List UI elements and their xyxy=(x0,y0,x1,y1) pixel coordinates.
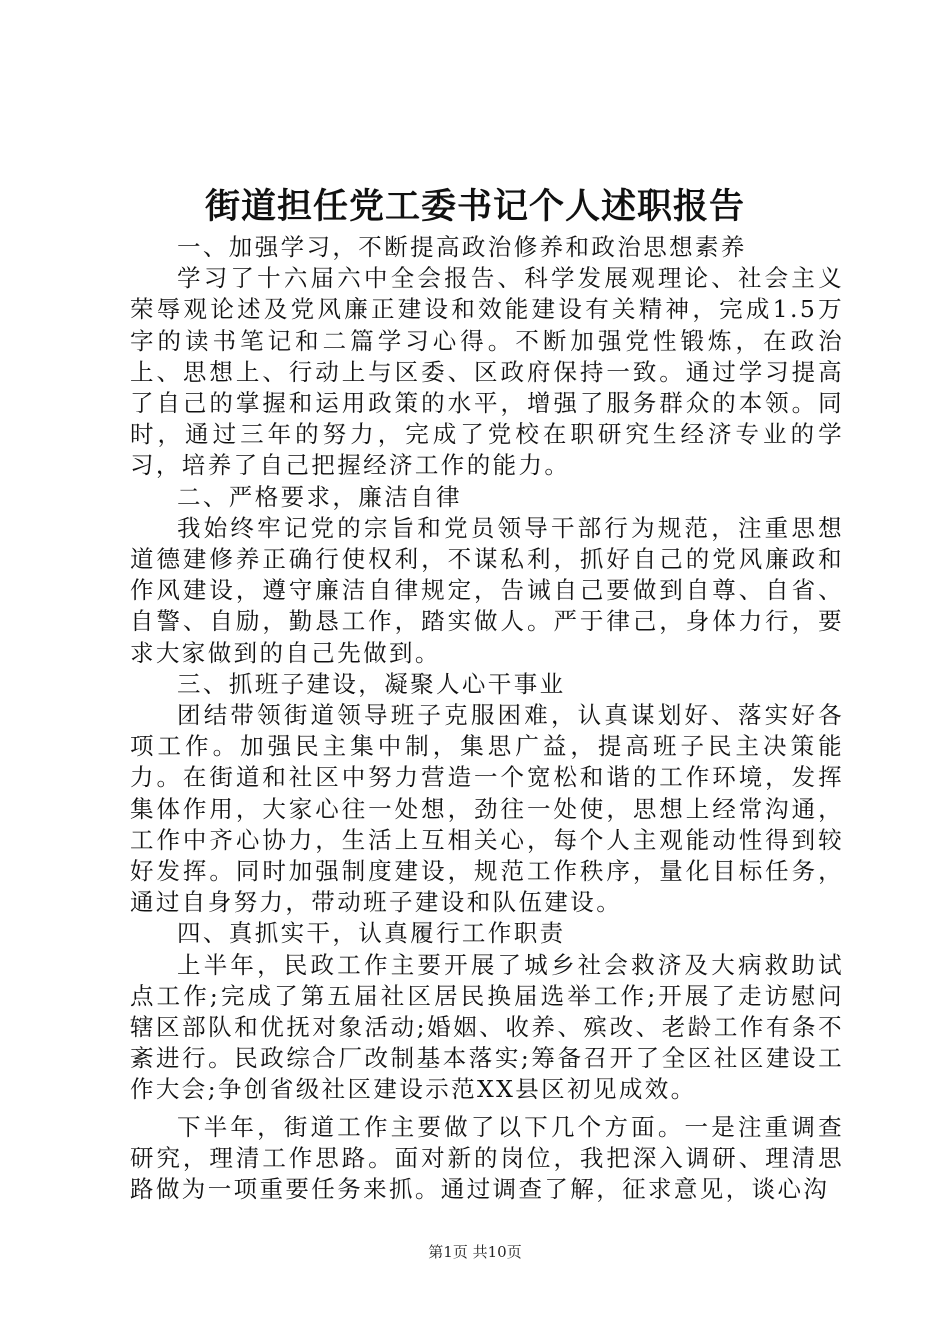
section-1 xyxy=(130,232,844,482)
page-footer: 第1页 共10页 xyxy=(428,1243,522,1261)
section-heading: 三、抓班子建设，凝聚人心干事业 xyxy=(177,669,566,698)
section-paragraph: 上半年，民政工作主要开展了城乡社会救济及大病救助试点工作;完成了第五届社区居民换届选举工作;开展了走访慰问辖区部队和优抚对象活动;婚姻、收养、殡改、老龄工作有条不紊进行。民政综合厂改制基本落实;筹备召开了全区社区建设工作大会;争创省级社区建设示范XX县区初见成效。 xyxy=(130,950,844,1104)
section-paragraph: 我始终牢记党的宗旨和党员领导干部行为规范，注重思想道德建修养正确行使权利，不谋私利，抓好自己的党风廉政和作风建设，遵守廉洁自律规定，告诫自己要做到自尊、自省、自警、自励，勤恳工作，踏实做人。严于律己，身体力行，要求大家做到的自己先做到。 xyxy=(130,513,844,667)
section-heading: 一、加强学习，不断提高政治修养和政治思想素养 xyxy=(177,233,747,261)
section-2 xyxy=(130,482,844,669)
document-body xyxy=(130,232,844,1205)
document-title: 街道担任党工委书记个人述职报告 xyxy=(204,186,745,227)
section-heading: 四、真抓实干，认真履行工作职责 xyxy=(177,919,566,948)
section-4 xyxy=(130,918,844,1205)
section-paragraph: 下半年，街道工作主要做了以下几个方面。一是注重调查研究，理清工作思路。面对新的岗位，我把深入调研、理清思路做为一项重要任务来抓。通过调查了解，征求意见，谈心沟 xyxy=(130,1112,844,1204)
section-heading: 二、严格要求，廉洁自律 xyxy=(177,482,462,511)
section-paragraph: 学习了十六届六中全会报告、科学发展观理论、社会主义荣辱观论述及党风廉正建设和效能建设有关精神，完成1.5万字的读书笔记和二篇学习心得。不断加强党性锻炼，在政治上、思想上、行动上与区委、区政府保持一致。通过学习提高了自己的掌握和运用政策的水平，增强了服务群众的本领。同时，通过三年的努力，完成了党校在职研究生经济专业的学习，培养了自己把握经济工作的能力。 xyxy=(130,264,844,480)
section-paragraph: 团结带领街道领导班子克服困难，认真谋划好、落实好各项工作。加强民主集中制，集思广益，提高班子民主决策能力。在街道和社区中努力营造一个宽松和谐的工作环境，发挥集体作用，大家心往一处想，劲往一处使，思想上经常沟通，工作中齐心协力，生活上互相关心，每个人主观能动性得到较好发挥。同时加强制度建设，规范工作秩序，量化目标任务，通过自身努力，带动班子建设和队伍建设。 xyxy=(130,701,844,917)
section-3 xyxy=(130,669,844,919)
